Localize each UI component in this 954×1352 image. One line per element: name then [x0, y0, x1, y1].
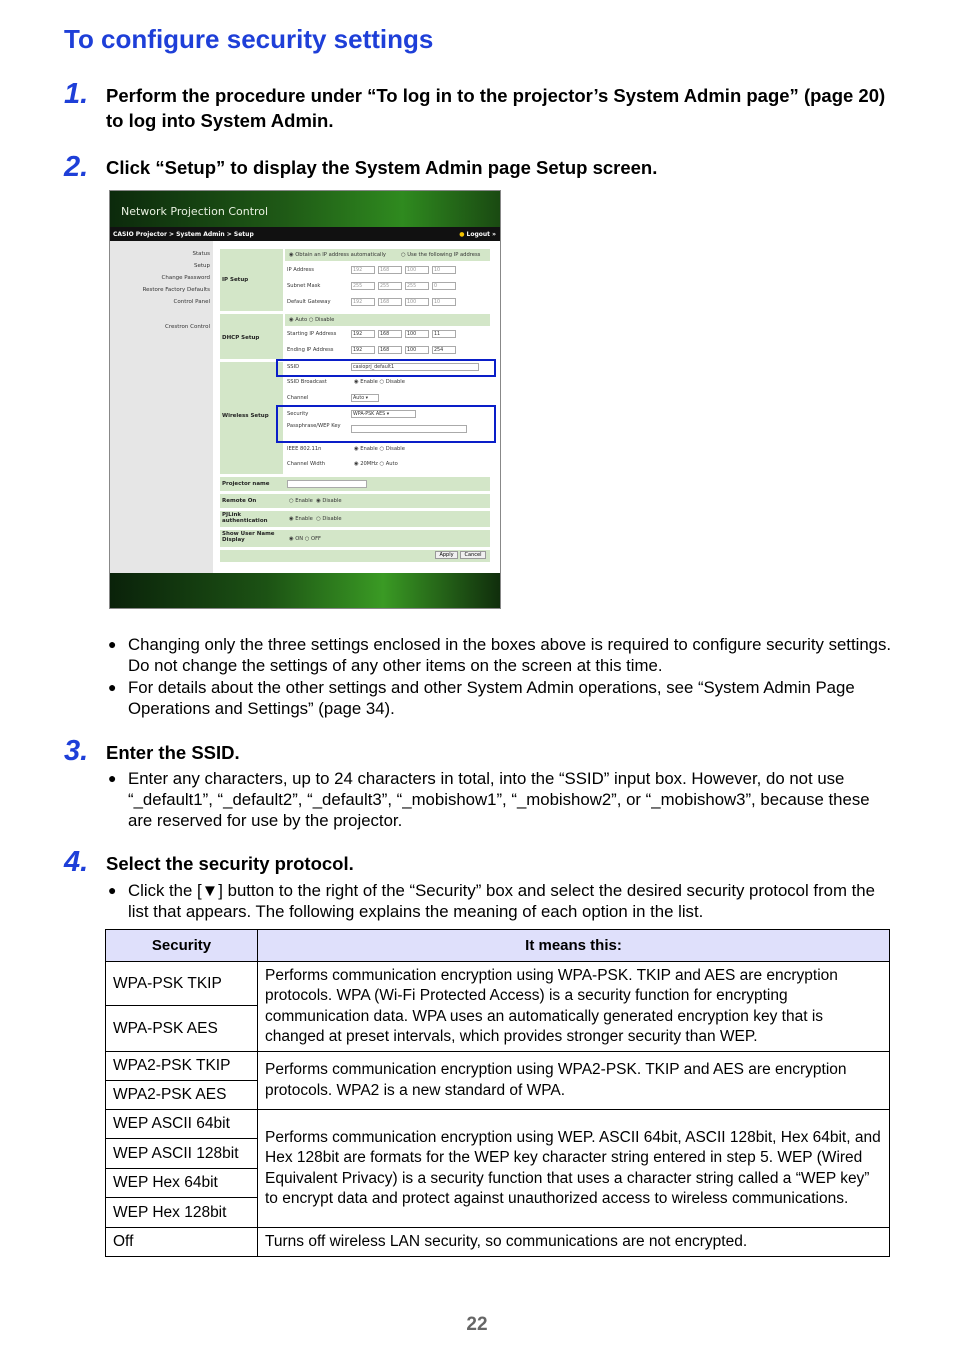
breadcrumb	[110, 227, 500, 241]
ip-octet[interactable]: 10	[432, 266, 456, 274]
channel-width-radio[interactable]: ◉ 20MHz ○ Auto	[354, 461, 398, 467]
ip-auto-radio[interactable]: ◉ Obtain an IP address automatically	[289, 252, 386, 258]
ip-setup-label: IP Setup	[222, 277, 249, 283]
table-row	[106, 1052, 890, 1081]
note-text: For details about the other settings and other System Admin operations, see “System Admin Page Operations and Settings” (page 34).	[128, 678, 855, 718]
table-row	[106, 1228, 890, 1257]
step-4-number: 4.	[64, 846, 89, 878]
dhcp-end-octet[interactable]: 168	[378, 346, 402, 354]
security-description: Performs communication encryption using WPA2-PSK. TKIP and AES are encryption protocols. WPA2 is a new standard of WPA.	[258, 1052, 890, 1110]
gateway-octet[interactable]: 10	[432, 298, 456, 306]
dhcp-start-octet[interactable]: 11	[432, 330, 456, 338]
dhcp-start-octet[interactable]: 100	[405, 330, 429, 338]
note-text: Click the [▼] button to the right of the “Security” box and select the desired security protocol from the list that appears. The following explains the meaning of each option in the list.	[128, 881, 875, 921]
channel-width-label: Channel Width	[287, 461, 326, 467]
list-item	[108, 634, 898, 676]
step-1-text: Perform the procedure under “To log in to the projector’s System Admin page” (page 20) to log into System Admin.	[106, 85, 886, 131]
setup-form	[213, 241, 500, 573]
show-user-radio[interactable]: ◉ ON ○ OFF	[289, 536, 322, 542]
ssid-highlight-box	[276, 359, 496, 377]
dhcp-start-octet[interactable]: 168	[378, 330, 402, 338]
ieee-radio[interactable]: ◉ Enable ○ Disable	[354, 446, 405, 452]
step-2-notes	[108, 634, 898, 720]
security-option: WPA-PSK AES	[106, 1006, 258, 1052]
security-option: WEP ASCII 128bit	[106, 1139, 258, 1169]
subnet-octet[interactable]: 0	[432, 282, 456, 290]
security-description: Performs communication encryption using WEP. ASCII 64bit, ASCII 128bit, Hex 64bit, and Hex 128bit are formats for the WEP key character string entered in step 5. WEP (Wired Equivalent Privacy) is a security function that uses a character string called a “WEP key” to encrypt data and protect against unauthorized access to wireless communications.	[258, 1110, 890, 1228]
dhcp-start-octet[interactable]: 192	[351, 330, 375, 338]
header-meaning: It means this:	[258, 930, 890, 962]
dhcp-end-label: Ending IP Address	[287, 347, 334, 353]
pjlink-radio[interactable]: ◉ Enable ○ Disable	[289, 516, 342, 522]
ip-octet[interactable]: 168	[378, 266, 402, 274]
apply-button[interactable]: Apply	[435, 551, 458, 559]
banner	[110, 191, 500, 227]
remote-on-radio[interactable]: ○ Enable ◉ Disable	[289, 498, 342, 504]
subnet-octet[interactable]: 255	[405, 282, 429, 290]
security-option: WPA-PSK TKIP	[106, 962, 258, 1006]
gateway-octet[interactable]: 192	[351, 298, 375, 306]
page-number: 22	[466, 1314, 488, 1335]
subnet-octet[interactable]: 255	[378, 282, 402, 290]
step-3-number: 3.	[64, 735, 89, 767]
gateway-label: Default Gateway	[287, 299, 331, 305]
channel-select[interactable]: Auto ▾	[351, 394, 379, 402]
page-title: To configure security settings	[64, 24, 434, 54]
sidebar-item-change-password[interactable]: Change Password	[161, 275, 210, 281]
logout-link[interactable]: ● Logout »	[459, 231, 496, 238]
cancel-button[interactable]: Cancel	[460, 551, 486, 559]
security-option: WEP ASCII 64bit	[106, 1110, 258, 1139]
setup-screen-screenshot	[109, 190, 501, 609]
security-description: Performs communication encryption using WPA-PSK. TKIP and AES are encryption protocols. WPA (Wi-Fi Protected Access) is a security function for encrypting communication data. WPA uses an automatically generated encryption key that is changed at preset intervals, which provides stronger security than WEP.	[258, 962, 890, 1052]
dhcp-setup-label: DHCP Setup	[222, 335, 260, 341]
header-security: Security	[106, 930, 258, 962]
ssid-broadcast-radio[interactable]: ◉ Enable ○ Disable	[354, 379, 405, 385]
ssid-label: SSID	[287, 364, 300, 370]
security-select[interactable]: WPA-PSK AES ▾	[351, 410, 416, 418]
security-description: Turns off wireless LAN security, so communications are not encrypted.	[258, 1228, 890, 1257]
bullet-icon: ●	[108, 770, 117, 786]
sidebar-item-setup[interactable]: Setup	[193, 263, 210, 269]
subnet-label: Subnet Mask	[287, 283, 321, 289]
dhcp-end-octet[interactable]: 100	[405, 346, 429, 354]
ssid-input[interactable]: casioprj_default1	[351, 363, 479, 371]
ieee-label: IEEE 802.11n	[287, 446, 322, 452]
dhcp-start-label: Starting IP Address	[287, 331, 337, 337]
sidebar	[110, 241, 213, 573]
security-option: WPA2-PSK AES	[106, 1081, 258, 1110]
passphrase-label: Passphrase/WEP Key	[287, 423, 341, 429]
dhcp-end-octet[interactable]: 254	[432, 346, 456, 354]
pjlink-label: PJLink authentication	[222, 512, 268, 524]
gateway-octet[interactable]: 168	[378, 298, 402, 306]
dhcp-auto-radio[interactable]: ◉ Auto ○ Disable	[289, 317, 335, 323]
gateway-octet[interactable]: 100	[405, 298, 429, 306]
show-user-label: Show User Name Display	[222, 531, 275, 543]
bullet-icon: ●	[108, 636, 117, 652]
table-row	[106, 1110, 890, 1139]
step-4-notes	[108, 880, 898, 923]
channel-label: Channel	[287, 395, 309, 401]
security-option: WPA2-PSK TKIP	[106, 1052, 258, 1081]
step-3-text: Enter the SSID.	[106, 742, 240, 763]
security-table	[105, 929, 890, 1257]
banner-title: Network Projection Control	[121, 205, 269, 218]
sidebar-item-crestron[interactable]: Crestron Control	[164, 324, 210, 330]
security-option: Off	[106, 1228, 258, 1257]
sidebar-item-control-panel[interactable]: Control Panel	[173, 299, 210, 305]
list-item	[108, 768, 898, 831]
table-row	[106, 962, 890, 1006]
security-label: Security	[287, 411, 309, 417]
step-1-number: 1.	[64, 78, 89, 110]
projector-name-label: Projector name	[222, 481, 270, 487]
security-option: WEP Hex 64bit	[106, 1169, 258, 1198]
security-option: WEP Hex 128bit	[106, 1198, 258, 1228]
bullet-icon: ●	[108, 679, 117, 695]
dhcp-end-octet[interactable]: 192	[351, 346, 375, 354]
list-item	[108, 677, 898, 719]
note-text: Enter any characters, up to 24 characters in total, into the “SSID” input box. However, do not use “_default1”, “_default2”, “_default3”, “_mobishow1”, “_mobishow2”, or “_mobishow3”, because these are reserved for use by the projector.	[128, 769, 870, 830]
table-header-row	[106, 930, 890, 962]
wireless-setup-label: Wireless Setup	[222, 413, 269, 419]
remote-on-label: Remote On	[222, 498, 257, 504]
ip-address-label: IP Address	[287, 267, 314, 273]
ip-octet[interactable]: 192	[351, 266, 375, 274]
security-highlight-box	[276, 405, 496, 443]
bullet-icon: ●	[108, 882, 117, 898]
list-item	[108, 880, 898, 922]
sidebar-item-status[interactable]: Status	[192, 251, 210, 257]
step-2-text: Click “Setup” to display the System Admin page Setup screen.	[106, 157, 658, 178]
ip-octet[interactable]: 100	[405, 266, 429, 274]
projector-name-input[interactable]	[287, 480, 367, 488]
breadcrumb-text: CASIO Projector > System Admin > Setup	[113, 231, 254, 238]
ip-manual-radio[interactable]: ○ Use the following IP address	[401, 252, 481, 258]
step-3-notes	[108, 768, 898, 832]
step-4-text: Select the security protocol.	[106, 853, 354, 874]
note-text: Changing only the three settings enclosed in the boxes above is required to configure security settings. Do not change the settings of any other items on the screen at this time.	[128, 635, 892, 675]
footer-banner	[110, 573, 500, 608]
subnet-octet[interactable]: 255	[351, 282, 375, 290]
sidebar-item-restore[interactable]: Restore Factory Defaults	[142, 287, 210, 293]
ssid-broadcast-label: SSID Broadcast	[287, 379, 327, 385]
step-2-number: 2.	[64, 151, 89, 183]
